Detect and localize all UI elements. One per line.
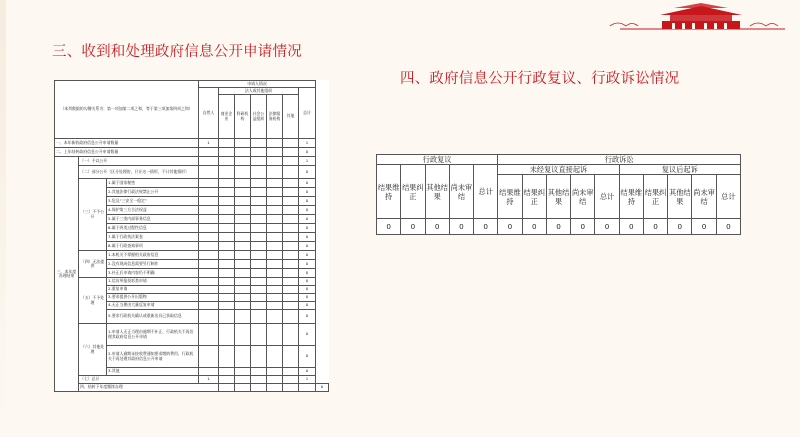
- cell: [219, 384, 235, 392]
- cell: 0: [299, 233, 316, 242]
- cell: 0: [299, 206, 316, 215]
- cell: 0: [299, 179, 316, 188]
- after-review-col-header: 结果维持: [619, 175, 643, 219]
- cell: [235, 384, 251, 392]
- cell: 0: [316, 384, 329, 392]
- legal-col-header: 法律服务机构: [267, 95, 283, 139]
- cell: 0: [377, 219, 401, 235]
- cell: [267, 139, 283, 148]
- tiananmen-decoration-icon: [600, 2, 800, 32]
- cell: 0: [619, 219, 643, 235]
- cell: [199, 148, 219, 157]
- row-label: 3.补正后申请内容仍不明确: [107, 269, 199, 278]
- table-row: [55, 324, 329, 346]
- row-label: 2.其他法律行政法规禁止公开: [107, 188, 199, 197]
- cell: [283, 166, 299, 179]
- group-label: （六）其他处理: [79, 324, 107, 376]
- cell: [267, 384, 283, 392]
- review-col-header: 结果维持: [377, 165, 401, 219]
- legal-col-header: 其他: [283, 95, 299, 139]
- no-review-group-header: 未经复议直接起诉: [498, 165, 619, 175]
- row-label: 6.属于四类过程性信息: [107, 224, 199, 233]
- row-label: 3.其他: [107, 368, 199, 376]
- cell: 0: [299, 294, 316, 302]
- cell: 0: [595, 219, 619, 235]
- table-row: [55, 179, 329, 188]
- table-row: [55, 376, 329, 384]
- cell: [267, 148, 283, 157]
- cell: [251, 157, 267, 166]
- group-label: （三）不予公开: [79, 179, 107, 251]
- table-row: [55, 157, 329, 166]
- cell: 0: [692, 219, 716, 235]
- cell: [251, 148, 267, 157]
- legal-col-header: 社会公益组织: [251, 95, 267, 139]
- cell: [219, 166, 235, 179]
- after-review-col-header: 其他结果: [668, 175, 692, 219]
- row-label: 二、上年结转政府信息公开申请数量: [55, 148, 199, 157]
- table-row: [55, 148, 329, 157]
- after-review-col-header: 总计: [716, 175, 740, 219]
- row-label: 5.要求行政机关确认或重新出具已获取信息: [107, 310, 199, 324]
- group-label: （四）无法提供: [79, 251, 107, 278]
- application-handling-table: [54, 80, 329, 392]
- litigation-group-header: 行政诉讼: [498, 155, 741, 165]
- row-label: 4.无正当理由大量反复申请: [107, 302, 199, 310]
- cell: [219, 376, 235, 384]
- review-col-header: 总计: [474, 165, 498, 219]
- cell: [283, 384, 299, 392]
- cell: [267, 157, 283, 166]
- cell: [267, 166, 283, 179]
- cell: [199, 166, 219, 179]
- table-row: [55, 384, 329, 392]
- cell: 0: [299, 224, 316, 233]
- cell: 1: [299, 157, 316, 166]
- row-label: 四、结转下年度继续办理: [79, 384, 219, 392]
- after-review-col-header: 尚未审结: [692, 175, 716, 219]
- cell: 0: [299, 148, 316, 157]
- cell: 0: [299, 278, 316, 286]
- table-row: [55, 251, 329, 260]
- cell: [235, 139, 251, 148]
- after-review-col-header: 结果纠正: [643, 175, 667, 219]
- cell: [267, 376, 283, 384]
- cell: 0: [299, 197, 316, 206]
- cell: [251, 376, 267, 384]
- cell: [283, 139, 299, 148]
- cell: [235, 157, 251, 166]
- cell: 1: [199, 376, 219, 384]
- row-label: 一、本年新收政府信息公开申请数量: [55, 139, 199, 148]
- cell: [235, 148, 251, 157]
- legal-col-header: 商业企业: [219, 95, 235, 139]
- cell: 1: [299, 376, 316, 384]
- natural-person-header: 自然人: [199, 88, 219, 139]
- cell: 1: [199, 139, 219, 148]
- review-col-header: 结果纠正: [401, 165, 425, 219]
- review-group-header: 行政复议: [377, 155, 498, 165]
- cell: 0: [643, 219, 667, 235]
- row-label: 1.本机关不掌握相关政府信息: [107, 251, 199, 260]
- cell: [219, 148, 235, 157]
- row-label: 4.保护第三方合法权益: [107, 206, 199, 215]
- review-col-header: 尚未审结: [449, 165, 473, 219]
- row-label: 8.属于行政查询事项: [107, 242, 199, 251]
- cell: 0: [571, 219, 595, 235]
- cell: 0: [716, 219, 740, 235]
- cell: 0: [299, 251, 316, 260]
- cell: 0: [299, 324, 316, 346]
- cell: 0: [546, 219, 570, 235]
- cell: 0: [449, 219, 473, 235]
- group-label: （五）不予处理: [79, 278, 107, 324]
- row-label: 1.属于国家秘密: [107, 179, 199, 188]
- cell: 0: [522, 219, 546, 235]
- cell: 0: [299, 286, 316, 294]
- cell: 0: [299, 242, 316, 251]
- section4-title: 四、政府信息公开行政复议、行政诉讼情况: [400, 71, 680, 87]
- row-label: （七）总计: [79, 376, 199, 384]
- row-label: 2.重复申请: [107, 286, 199, 294]
- cell: [283, 376, 299, 384]
- cell: 0: [425, 219, 449, 235]
- cell: 0: [299, 310, 316, 324]
- cell: [235, 166, 251, 179]
- after-review-group-header: 复议后起诉: [619, 165, 740, 175]
- table-row: [55, 278, 329, 286]
- cell: [235, 376, 251, 384]
- row-label: （一）予以公开: [79, 157, 199, 166]
- row-label: 3.要求提供公开出版物: [107, 294, 199, 302]
- legal-col-header: 科研机构: [235, 95, 251, 139]
- section3-title: 三、收到和处理政府信息公开申请情况: [52, 44, 302, 60]
- row-label: 3.危及“三安全一稳定”: [107, 197, 199, 206]
- cell: 1: [299, 139, 316, 148]
- row-label: 1.信访举报投诉类申请: [107, 278, 199, 286]
- cell: [283, 148, 299, 157]
- cell: 0: [299, 215, 316, 224]
- row-label: （二）部分公开（区分处理的，只计这一情形，不计其他情形）: [79, 166, 199, 179]
- cell: 0: [299, 302, 316, 310]
- cell: 0: [299, 346, 316, 368]
- legal-group-header: 法人或其他组织: [219, 88, 299, 95]
- cell: 0: [401, 219, 425, 235]
- row-label: 7.属于行政执法案卷: [107, 233, 199, 242]
- cell: [219, 139, 235, 148]
- applicant-group-header: 申请人情况: [199, 81, 316, 88]
- cell: 0: [668, 219, 692, 235]
- cell: [199, 157, 219, 166]
- cell: 0: [498, 219, 522, 235]
- cell: [219, 157, 235, 166]
- cell: 0: [474, 219, 498, 235]
- cell: [299, 384, 316, 392]
- cell: 0: [299, 269, 316, 278]
- total-header: 总计: [299, 88, 316, 139]
- cell: 0: [299, 166, 316, 179]
- no-review-col-header: 结果维持: [498, 175, 522, 219]
- result-section-label: 三、本年度办理结果: [55, 157, 79, 392]
- cell: 0: [299, 188, 316, 197]
- cell: [251, 166, 267, 179]
- cell: [283, 157, 299, 166]
- cell: [251, 139, 267, 148]
- corner-note: （本列数据的勾稽关系为：第一项加第二项之和，等于第三项加第四项之和）: [55, 81, 199, 139]
- table-row: [377, 219, 741, 235]
- no-review-col-header: 其他结果: [546, 175, 570, 219]
- left-decor-stripe: [0, 0, 6, 437]
- table-row: [55, 139, 329, 148]
- no-review-col-header: 尚未审结: [571, 175, 595, 219]
- review-col-header: 其他结果: [425, 165, 449, 219]
- cell: 0: [299, 260, 316, 269]
- row-label: 5.属于三类内部事务信息: [107, 215, 199, 224]
- no-review-col-header: 结果纠正: [522, 175, 546, 219]
- cell: [251, 384, 267, 392]
- row-label: 1.申请人无正当理由逾期不补正、行政机关不再处理其政府信息公开申请: [107, 324, 199, 346]
- table-row: [55, 166, 329, 179]
- cell: 0: [299, 368, 316, 376]
- row-label: 2.申请人逾期未按收费通知要求缴纳费用、行政机关不再处理其政府信息公开申请: [107, 346, 199, 368]
- no-review-col-header: 总计: [595, 175, 619, 219]
- row-label: 2.没有现成信息需要另行制作: [107, 260, 199, 269]
- review-litigation-table: [376, 154, 741, 235]
